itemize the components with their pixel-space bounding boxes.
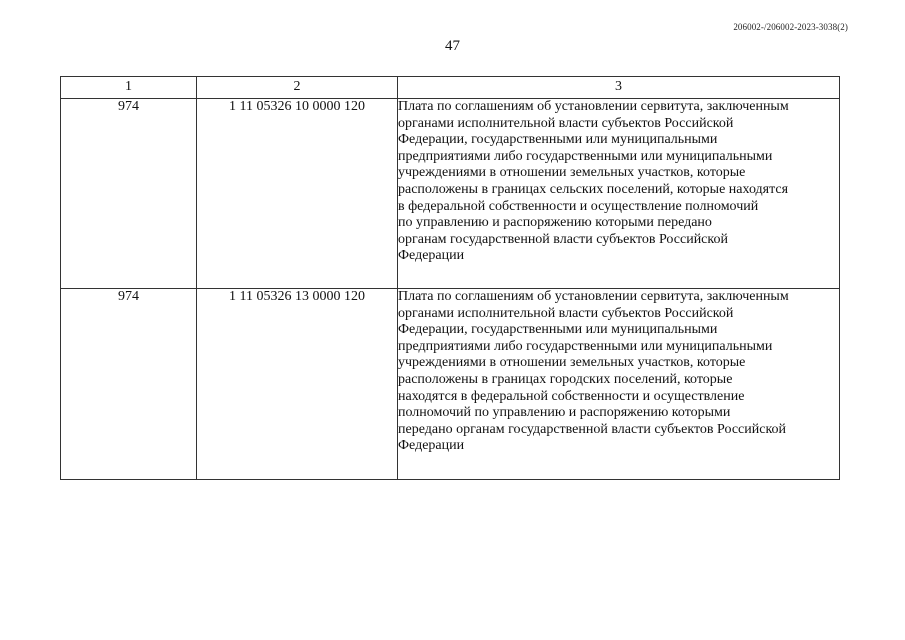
description-line: Федерации: [398, 248, 465, 264]
table-row: [61, 289, 840, 480]
description-line: органам государственной власти субъектов Российской: [398, 231, 728, 247]
description-line: Плата по соглашениям об установлении сервитута, заключенным: [398, 99, 789, 114]
kbk-code-cell: 1 11 05326 13 0000 120: [197, 289, 398, 480]
description-line: в федеральной собственности и осуществление полномочий: [398, 198, 759, 214]
description-line: передано органам государственной власти субъектов Российской: [398, 421, 787, 437]
description-line: полномочий по управлению и распоряжению которыми: [398, 405, 731, 421]
description-line: предприятиями либо государственными или муниципальными: [398, 148, 773, 164]
description-cell: [398, 289, 840, 480]
table-header-row: [61, 77, 840, 99]
description-line: учреждениями в отношении земельных участков, которые: [398, 355, 746, 371]
description-line: Федерации, государственными или муниципальными: [398, 322, 718, 338]
table-row: [61, 99, 840, 289]
description-line: Федерации: [398, 438, 465, 454]
kbk-code-cell: 1 11 05326 10 0000 120: [197, 99, 398, 289]
budget-codes-table: [60, 76, 840, 480]
description-line: расположены в границах городских поселений, которые: [398, 371, 733, 387]
column-header-3: 3: [398, 77, 840, 99]
document-id: 206002-/206002-2023-3038(2): [733, 22, 848, 32]
admin-code-cell: 974: [61, 99, 197, 289]
column-header-1: 1: [61, 77, 197, 99]
description-line: предприятиями либо государственными или муниципальными: [398, 338, 773, 354]
page-number: 47: [445, 38, 460, 54]
description-line: органами исполнительной власти субъектов Российской: [398, 305, 734, 321]
description-line: находятся в федеральной собственности и осуществление: [398, 388, 745, 404]
description-cell: [398, 99, 840, 289]
description-line: учреждениями в отношении земельных участков, которые: [398, 165, 746, 181]
column-header-2: 2: [197, 77, 398, 99]
admin-code-cell: 974: [61, 289, 197, 480]
description-line: Федерации, государственными или муниципальными: [398, 132, 718, 148]
description-line: Плата по соглашениям об установлении сервитута, заключенным: [398, 289, 789, 304]
description-line: по управлению и распоряжению которыми передано: [398, 215, 712, 231]
description-line: органами исполнительной власти субъектов Российской: [398, 115, 734, 131]
description-line: расположены в границах сельских поселений, которые находятся: [398, 181, 789, 197]
